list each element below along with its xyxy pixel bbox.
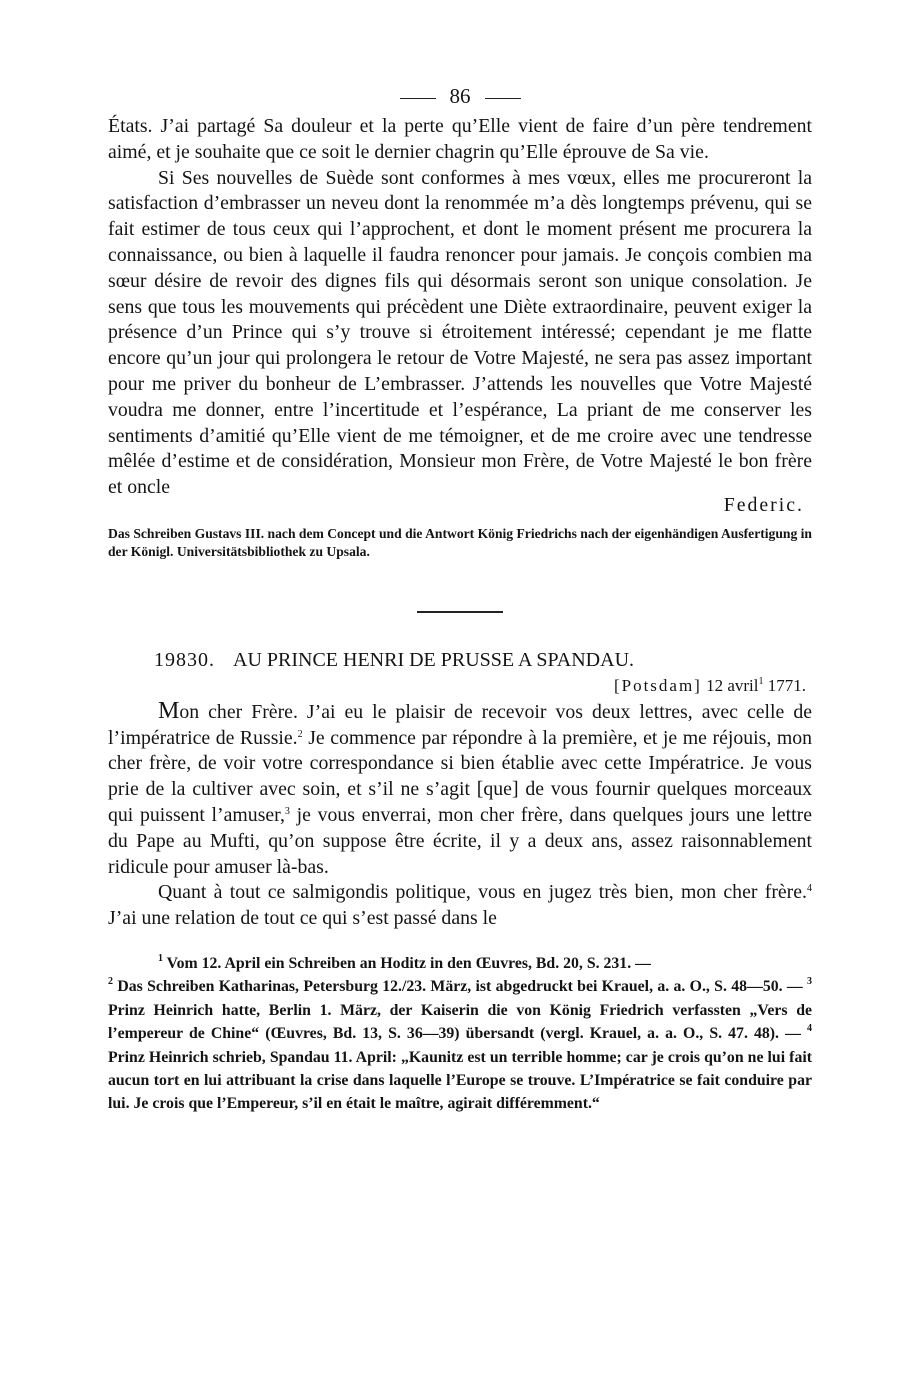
page-number: 86 xyxy=(449,84,471,108)
footnote-text: Das Schreiben Katharinas, Petersburg 12./23. März, ist abgedruckt bei Krauel, a. a. O., S. 48—50. — xyxy=(113,978,803,996)
footnote-ref: 2 xyxy=(297,728,303,740)
letter-heading xyxy=(154,647,812,673)
paragraph-text: on cher Frère. J’ai eu le plaisir de recevoir vos deux lettres, avec celle de l’impératrice de Russie. xyxy=(108,700,812,749)
header-dash-right xyxy=(485,98,521,99)
letter-title: AU PRINCE HENRI DE PRUSSE A SPANDAU. xyxy=(233,648,635,671)
letter-place: [Potsdam] xyxy=(613,675,702,695)
footnotes xyxy=(108,952,812,1116)
paragraph xyxy=(108,880,812,932)
letter-dateline xyxy=(108,673,812,699)
paragraph-text: J’ai une relation de tout ce qui s’est passé dans le xyxy=(108,907,497,930)
footnote-marker: 3 xyxy=(807,976,813,988)
letter-number: 19830. xyxy=(154,648,215,671)
paragraph xyxy=(108,699,812,881)
paragraph: États. J’ai partagé Sa douleur et la perte qu’Elle vient de faire d’un père tendrement aimé, et je souhaite que ce soit le dernier chagrin qu’Elle éprouve de Sa vie. xyxy=(108,115,812,163)
footnote-ref: 4 xyxy=(807,883,812,895)
previous-letter-body xyxy=(108,114,812,519)
letter-day: 12 avril xyxy=(706,675,759,695)
section-separator xyxy=(417,611,503,613)
paragraph-text: je vous enverrai, mon cher frère, dans quelques jours une lettre du Pape au Mufti, qu’on suppose être écrite, il y a deux ans, assez raisonnablement ridicule pour amuser là-bas. xyxy=(108,803,812,878)
source-note: Das Schreiben Gustavs III. nach dem Concept und die Antwort König Friedrichs nach der eigenhändigen Ausfertigung in der Königl. Universitätsbibliothek zu Upsala. xyxy=(108,525,812,559)
footnote-block xyxy=(108,952,812,1116)
footnote-ref: 1 xyxy=(758,675,764,687)
letter-body xyxy=(108,699,812,932)
footnote-text: Vom 12. April ein Schreiben an Hoditz in den Œuvres, Bd. 20, S. 231. — xyxy=(166,954,651,972)
book-page xyxy=(108,78,812,1116)
salutation-initial: M xyxy=(158,697,180,724)
paragraph-text: Je commence par répondre à la première, et je me réjouis, mon cher frère, de voir votre correspondance si bien établie avec cette Impératrice. Je vous prie de la cultiver avec soin, et s’il ne s’agit [que] de vous fournir quelques morceaux qui puissent l’amuser, xyxy=(108,726,813,826)
footnote-marker: 1 xyxy=(158,952,163,964)
paragraph-text: Quant à tout ce salmigondis politique, vous en jugez très bien, mon cher frère. xyxy=(158,881,807,904)
footnote-marker: 4 xyxy=(807,1023,812,1035)
header-dash-left xyxy=(400,98,436,99)
footnote-text: Prinz Heinrich hatte, Berlin 1. März, der Kaiserin die von König Friedrich verfassten „Vers de l’empereur de Chine“ (Œuvres, Bd. 13, S. 36—39) übersandt (vergl. Krauel, a. a. O., S. 47. 48). — xyxy=(108,1001,812,1043)
signature: Federic. xyxy=(723,493,804,516)
page-header xyxy=(108,78,812,114)
footnote-marker: 2 xyxy=(108,976,113,988)
letter-year: 1771. xyxy=(767,675,806,695)
paragraph: Si Ses nouvelles de Suède sont conformes à mes vœux, elles me procureront la satisfaction d’embrasser un neveu dont la renommée m’a dès longtemps prévenu, qui se fait estimer de tous ceux qui l’approchent, et dont le moment présent me procurera la connaissance, ou bien à laquelle il faudra renoncer pour jamais. Je conçois combien ma sœur désire de revoir des dignes fils qui désormais seront son unique consolation. Je sens que tous les mouvements qui précèdent une Diète extraordinaire, peuvent exiger la présence d’un Prince qui s’y trouve si étroitement intéressé; cependant je me flatte encore qu’un jour qui prolongera le retour de Votre Majesté, ne sera pas assez important pour me priver du bonheur de L’embrasser. J’attends les nouvelles que Votre Majesté voudra me donner, entre l’incertitude et l’espérance, La priant de me conserver les sentiments d’amitié qu’Elle vient de me témoigner, et de me croire avec une tendresse mêlée d’estime et de considération, Monsieur mon Frère, de Votre Majesté le bon frère et oncle xyxy=(108,166,812,499)
footnote-ref: 3 xyxy=(284,805,290,817)
footnote-text: Prinz Heinrich schrieb, Spandau 11. April: „Kaunitz est un terrible homme; car je crois qu’on ne lui fait aucun tort en lui attribuant la crise dans laquelle l’Europe se trouve. L’Impératrice se fait conduire par lui. Je crois que l’Empereur, s’il en était le maître, agirait différemment.“ xyxy=(108,1048,812,1113)
